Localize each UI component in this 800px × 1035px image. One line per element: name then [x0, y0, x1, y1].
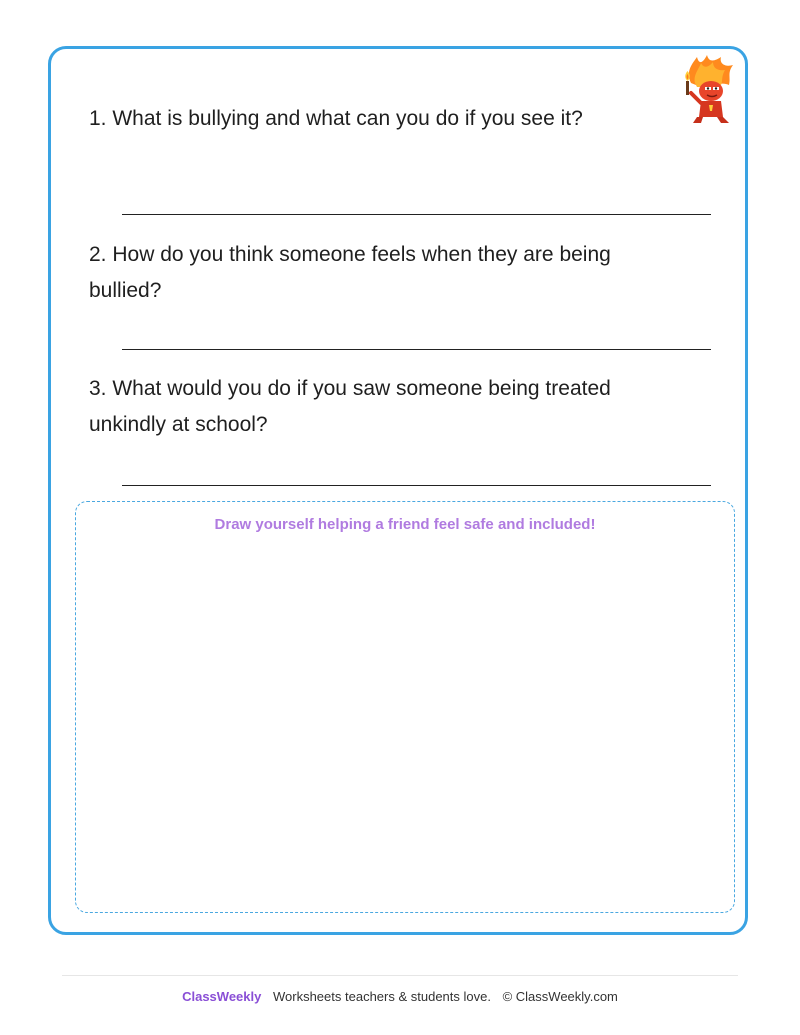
drawing-area[interactable] [75, 501, 735, 913]
drawing-prompt: Draw yourself helping a friend feel safe and included! [214, 516, 596, 533]
answer-line-2[interactable] [122, 349, 711, 350]
worksheet-card [48, 46, 748, 935]
footer-copyright: © ClassWeekly.com [502, 989, 618, 1004]
question-1: 1. What is bullying and what can you do if you see it? [89, 107, 583, 130]
answer-line-3[interactable] [122, 485, 711, 486]
question-3: 3. What would you do if you saw someone being treated unkindly at school? [89, 377, 611, 436]
footer [0, 989, 800, 1004]
fire-mascot-icon [671, 53, 735, 125]
footer-divider [62, 975, 738, 976]
footer-brand: ClassWeekly [182, 989, 262, 1004]
question-2: 2. How do you think someone feels when they are being bullied? [89, 243, 611, 302]
footer-tagline: Worksheets teachers & students love. [272, 989, 491, 1004]
answer-line-1[interactable] [122, 214, 711, 215]
